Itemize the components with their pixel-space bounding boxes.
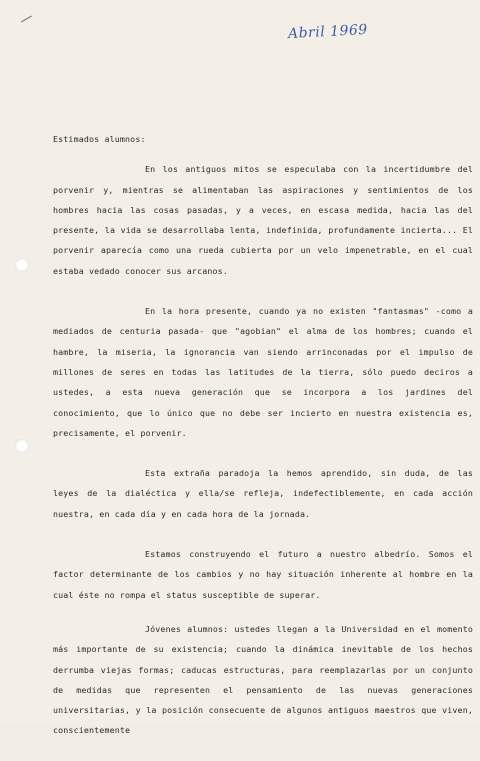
punch-hole-icon: [15, 439, 29, 453]
paragraph-4: Estamos construyendo el futuro a nuestro albedrío. Somos el factor determinante de los cambios y no hay situación inherente al hombre en la cual éste no rompa el status susceptible de superar.: [53, 549, 473, 600]
salutation: Estimados alumnos:: [53, 134, 146, 144]
paragraph-1: En los antiguos mitos se especulaba con la incertidumbre del porvenir y, mientras se alimentaban las aspiraciones y sentimientos de los hombres hacia las cosas pasadas, y a veces, en escasa medida, hacia las del presente, la vida se desarrollaba lenta, indefinida, profundamente incierta... El porvenir aparecía como una rueda cubierta por un velo impenetrable, en el cual estaba vedado conocer sus arcanos.: [53, 164, 473, 276]
letter-body: [53, 129, 473, 761]
punch-hole-icon: [15, 258, 29, 272]
pen-tick-mark: [21, 15, 35, 27]
paragraph-3: Esta extraña paradoja la hemos aprendido, sin duda, de las leyes de la dialéctica y ella/se refleja, indefectiblemente, en cada acción nuestra, en cada día y en cada hora de la jornada.: [53, 468, 473, 519]
paragraph-5: Jóvenes alumnos: ustedes llegan a la Universidad en el momento más importante de su existencia; cuando la dinámica inevitable de los hechos derrumba viejas formas; caducas estructuras, para reemplazarlas por un conjunto de medidas que representen el pensamiento de las nuevas generaciones universitarias, y la posición consecuente de algunos antiguos maestros que viven, conscientemente: [53, 623, 473, 736]
paragraph-2: En la hora presente, cuando ya no existen "fantasmas" -como a mediados de centuria pasada- que "agobian" el alma de los hombres; cuando el hambre, la miseria, la ignorancia van siendo arrinconadas por el impulso de millones de seres en todas las latitudes de la tierra, sólo puedo deciros a ustedes, a esta nueva generación que se incorpora a los jardines del conocimiento, que lo único que no debe ser incierto en nuestra existencia es, precisamente, el porvenir.: [53, 306, 473, 438]
handwritten-date: Abril 1969: [287, 21, 369, 43]
